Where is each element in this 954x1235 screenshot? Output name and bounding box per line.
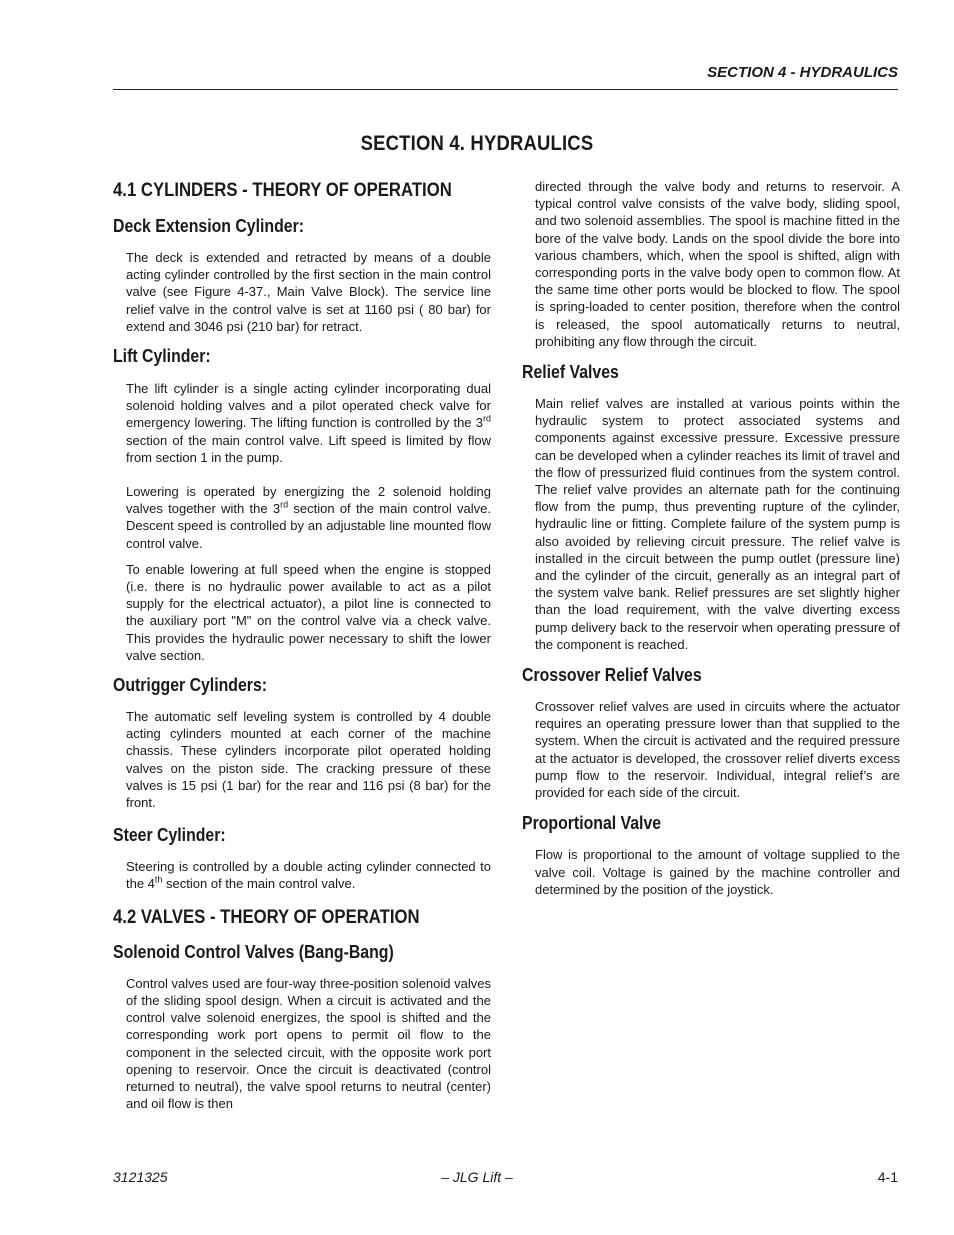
steer-body: Steering is controlled by a double acting cylinder connected to the 4th section of the main control valve. [126, 859, 491, 892]
right-column [522, 178, 900, 898]
footer-brand: – JLG Lift – [441, 1169, 513, 1185]
section-title: SECTION 4. HYDRAULICS [360, 132, 594, 155]
heading-crossover-relief: Crossover Relief Valves [522, 665, 702, 686]
outrigger-body: The automatic self leveling system is controlled by 4 double acting cylinders mounted at each corner of the machine chassis. These cylinders incorporate pilot operated holding valves on the piston side. The cracking pressure of these valves is 15 psi (1 bar) for the rear and 116 psi (8 bar) for the front. [126, 709, 491, 811]
footer-page-number: 4-1 [877, 1169, 898, 1185]
crossover-body: Crossover relief valves are used in circuits where the actuator requires an operating pressure lower than that supplied to the system. When the circuit is activated and the required pressure at the actuator is developed, the crossover relief diverts excess pump flow to the reservoir. Individual, integral relief’s are provided for each side of the circuit. [535, 699, 900, 801]
heading-solenoid-valves: Solenoid Control Valves (Bang-Bang) [113, 941, 394, 962]
lift-paragraph-1: The lift cylinder is a single acting cylinder incorporating dual solenoid holding valves and a pilot operated check valve for emergency lowering. The lifting function is controlled by the 3rd section of the main control valve. Lift speed is limited by flow from section 1 in the pump. [126, 381, 491, 465]
running-header: SECTION 4 - HYDRAULICS [707, 64, 898, 81]
heading-lift-cylinder: Lift Cylinder: [113, 346, 211, 367]
heading-4-2: 4.2 VALVES - THEORY OF OPERATION [113, 906, 420, 928]
deck-extension-body: The deck is extended and retracted by means of a double acting cylinder controlled by the first section in the main control valve (see Figure 4-37., Main Valve Block). The service line relief valve in the control valve is set at 1160 psi ( 80 bar) for extend and 3046 psi (210 bar) for retract. [126, 250, 491, 334]
solenoid-body-left: Control valves used are four-way three-position solenoid valves of the sliding spool design. When a circuit is activated and the control valve solenoid energizes, the spool is shifted and the corresponding work port opens to permit oil flow to the component in the selected circuit, with the opposite work port opening to reservoir. Once the circuit is deactivated (control returned to neutral), the valve spool returns to neutral (center) and oil flow is then [126, 975, 491, 1112]
proportional-body: Flow is proportional to the amount of voltage supplied to the valve coil. Voltage is gained by the machine controller and determined by the position of the joystick. [535, 847, 900, 897]
solenoid-body-right: directed through the valve body and returns to reservoir. A typical control valve consists of the valve body, sliding spool, and two solenoid assemblies. The spool is machine fitted in the bore of the valve body. Lands on the spool divide the bore into various chambers, which, when the spool is shifted, align with corresponding ports in the valve body open to common flow. At the same time other ports would be blocked to flow. The spool is spring-loaded to center position, therefore when the control is released, the spool automatically returns to neutral, prohibiting any flow through the circuit. [535, 179, 900, 349]
heading-steer-cylinder: Steer Cylinder: [113, 825, 226, 846]
lift-paragraph-2: Lowering is operated by energizing the 2 solenoid holding valves together with the 3rd section of the main control valve. Descent speed is controlled by an adjustable line mounted flow control valve. [126, 484, 491, 551]
heading-deck-extension: Deck Extension Cylinder: [113, 216, 305, 236]
heading-outrigger-cylinders: Outrigger Cylinders: [113, 675, 268, 696]
relief-body: Main relief valves are installed at various points within the hydraulic system to protect associated systems and components against excessive pressure. Excessive pressure can be developed when a cylinder reaches its limit of travel and the flow of pressurized fluid continues from the system control. The relief valve provides an alternate path for the continuing flow from the pump, thus preventing rupture of the cylinder, hydraulic line or fitting. Complete failure of the system pump is also avoided by relieving circuit pressure. The relief valve is installed in the circuit between the pump outlet (pressure line) and the cylinder of the circuit, generally as an integral part of the system valve bank. Relief pressures are set slightly higher than the load requirement, with the valve diverting excess pump delivery back to the reservoir when operating pressure of the component is reached. [535, 396, 900, 652]
heading-proportional-valve: Proportional Valve [522, 813, 662, 834]
heading-4-1: 4.1 CYLINDERS - THEORY OF OPERATION [113, 180, 452, 201]
left-column [113, 178, 491, 1112]
header-rule [113, 89, 898, 90]
footer-doc-number: 3121325 [113, 1169, 168, 1185]
lift-paragraph-3: To enable lowering at full speed when the engine is stopped (i.e. there is no hydraulic power available to act as a pilot supply for the electrical actuator), a pilot line is connected to the auxiliary port "M" on the control valve via a check valve. This provides the hydraulic power necessary to shift the lower valve section. [126, 561, 491, 663]
heading-relief-valves: Relief Valves [522, 362, 619, 383]
